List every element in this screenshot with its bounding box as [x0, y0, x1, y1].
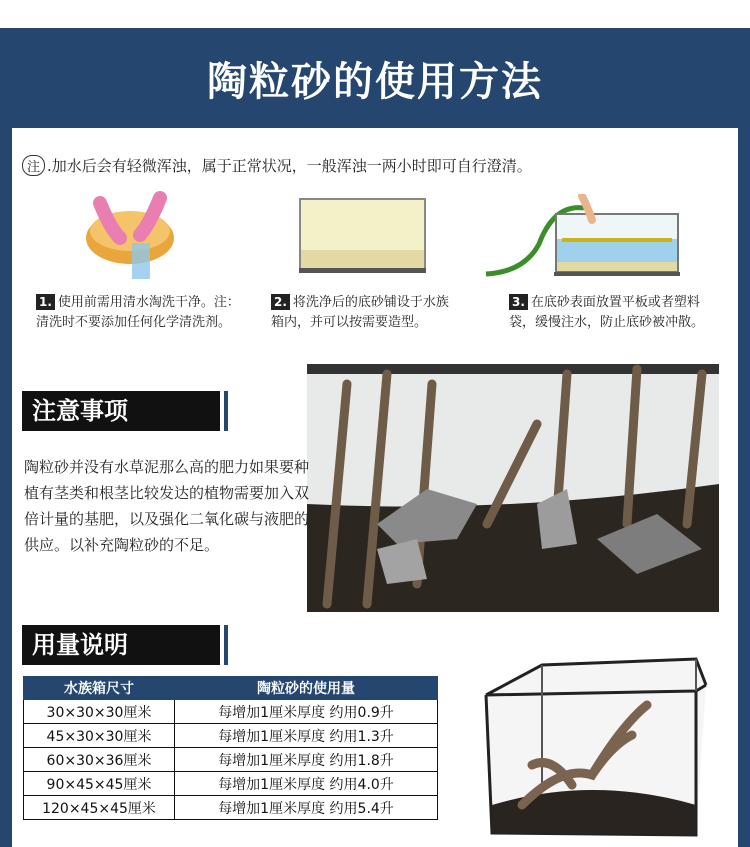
usage-heading: [22, 625, 220, 665]
step1-description: 使用前需用清水淘洗干净。注：清洗时不要添加任何化学清洗剂。: [36, 295, 240, 330]
caution-heading-accent: [224, 391, 228, 431]
tank-size-cell: 45×30×30厘米: [24, 724, 175, 748]
header-tank-size: 水族箱尺寸: [24, 677, 175, 700]
step3-number: 3.: [509, 294, 528, 310]
step3-illustration: [484, 194, 684, 280]
step1-text: [36, 293, 251, 333]
table-row: [24, 748, 438, 772]
page-title: 陶粒砂的使用方法: [207, 59, 543, 105]
step2-number: 2.: [271, 294, 290, 310]
glass-tank-photo: [482, 655, 712, 840]
usage-amount-cell: 每增加1厘米厚度 约用5.4升: [175, 796, 438, 820]
table-row: [24, 796, 438, 820]
note-line: [22, 155, 532, 176]
step2-illustration: [299, 198, 426, 273]
header-usage-amount: 陶粒砂的使用量: [175, 677, 438, 700]
usage-amount-cell: 每增加1厘米厚度 约用4.0升: [175, 772, 438, 796]
left-border: [0, 128, 12, 847]
step2-description: 将洗净后的底砂铺设于水族箱内，并可以按需要造型。: [271, 295, 449, 330]
tank-size-cell: 90×45×45厘米: [24, 772, 175, 796]
caution-heading: [22, 391, 220, 431]
table-row: [24, 772, 438, 796]
usage-heading-text: 用量说明: [32, 631, 128, 659]
table-row: [24, 724, 438, 748]
caution-heading-text: 注意事项: [32, 397, 128, 425]
caution-body: 陶粒砂并没有水草泥那么高的肥力如果要种植有茎类和根茎比较发达的植物需要加入双倍计量的基肥，以及强化二氧化碳与液肥的供应。以补充陶粒砂的不足。: [24, 458, 310, 554]
tank-size-cell: 30×30×30厘米: [24, 700, 175, 724]
usage-table: [23, 676, 438, 820]
step2-text: [271, 293, 456, 333]
step1-number: 1.: [36, 294, 55, 310]
tank-size-cell: 120×45×45厘米: [24, 796, 175, 820]
right-border: [738, 128, 750, 847]
usage-amount-cell: 每增加1厘米厚度 约用1.8升: [175, 748, 438, 772]
table-row: [24, 700, 438, 724]
tank-size-cell: 60×30×36厘米: [24, 748, 175, 772]
usage-amount-cell: 每增加1厘米厚度 约用1.3升: [175, 724, 438, 748]
step1-illustration: [80, 183, 180, 283]
step3-text: [509, 293, 724, 333]
note-badge: 注: [22, 155, 45, 176]
usage-amount-cell: 每增加1厘米厚度 约用0.9升: [175, 700, 438, 724]
aquarium-scene-photo: [307, 364, 719, 612]
usage-table-header: [24, 677, 438, 700]
note-text: .加水后会有轻微浑浊，属于正常状况，一般浑浊一两小时即可自行澄清。: [47, 157, 532, 175]
usage-heading-accent: [224, 625, 228, 665]
step3-description: 在底砂表面放置平板或者塑料袋，缓慢注水，防止底砂被冲散。: [509, 295, 705, 330]
